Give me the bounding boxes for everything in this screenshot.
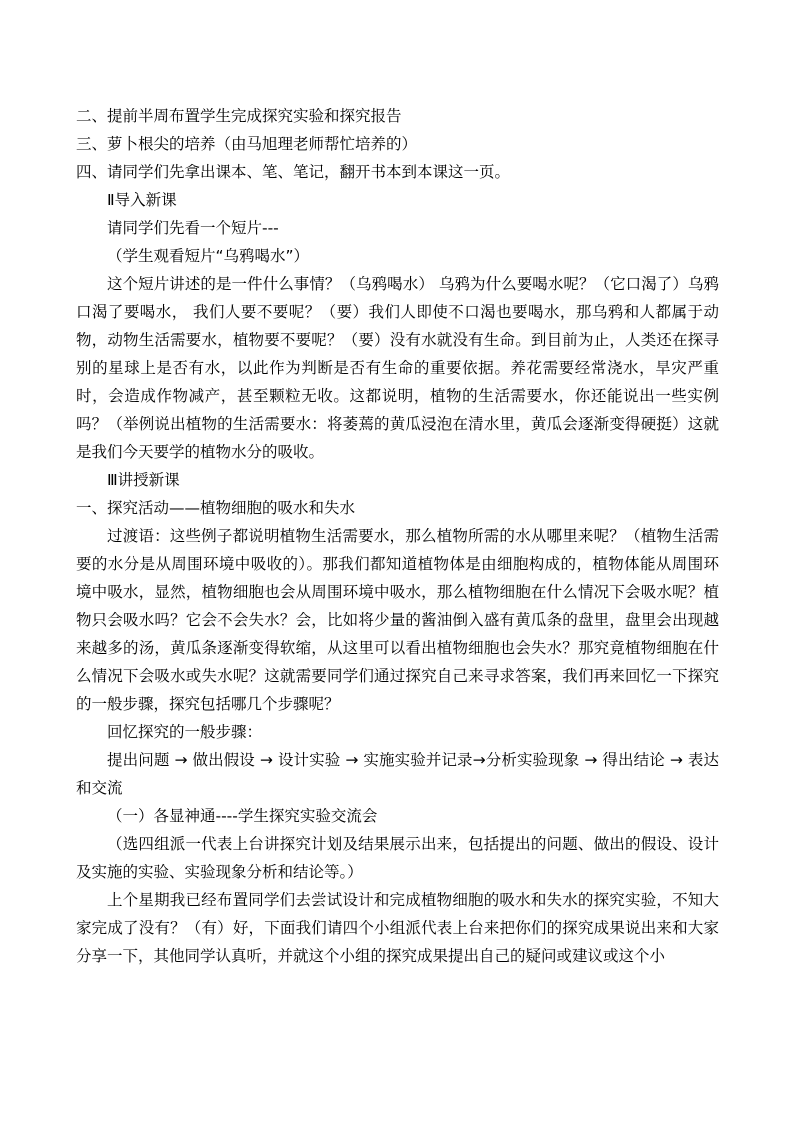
paragraph: （学生观看短片“乌鸦喝水”）: [107, 247, 310, 265]
section-heading-activity: 一、探究活动——植物细胞的吸水和失水: [76, 499, 356, 517]
section-heading-intro: Ⅱ导入新课: [107, 191, 177, 209]
paragraph: 过渡语：这些例子都说明植物生活需要水，那么植物所需的水从哪里来呢？（植物生活需要的水分是从周围环境中吸收的）。那我们都知道植物体是由细胞构成的，植物体能从周围环境中吸水，显然，植物细胞也会从周围环境中吸水，那么植物细胞在什么情况下会吸水呢？植物只会吸水吗？它会不会失水？会，比如将少量的酱油倒入盛有黄瓜条的盘里，盘里会出现越来越多的汤，黄瓜条逐渐变得软缩，从这里可以看出植物细胞也会失水？那究竟植物细胞在什么情况下会吸水或失水呢？这就需要同学们通过探究自己来寻求答案，我们再来回忆一下探究的一般步骤，探究包括哪几个步骤呢？: [76, 527, 719, 713]
inquiry-steps-flow: 提出问题 → 做出假设 → 设计实验 → 实施实验并记录→分析实验现象 → 得出结论 → 表达和交流: [76, 751, 719, 797]
paragraph: 回忆探究的一般步骤：: [107, 723, 263, 741]
paragraph: （选四组派一代表上台讲探究计划及结果展示出来，包括提出的问题、做出的假设、设计及实施的实验、实验现象分析和结论等。）: [76, 835, 719, 881]
document-body: [76, 102, 719, 970]
paragraph: 四、请同学们先拿出课本、笔、笔记，翻开书本到本课这一页。: [76, 163, 511, 181]
subsection-heading: （一）各显神通----学生探究实验交流会: [107, 807, 378, 825]
paragraph: 二、提前半周布置学生完成探究实验和探究报告: [76, 107, 402, 125]
section-heading-lecture: Ⅲ讲授新课: [107, 471, 180, 489]
paragraph: 三、萝卜根尖的培养（由马旭理老师帮忙培养的）: [76, 135, 418, 153]
paragraph: 上个星期我已经布置同学们去尝试设计和完成植物细胞的吸水和失水的探究实验，不知大家完成了没有？（有）好，下面我们请四个小组派代表上台来把你们的探究成果说出来和大家分享一下，其他同学认真听，并就这个小组的探究成果提出自己的疑问或建议或这个小: [76, 891, 719, 965]
paragraph: 这个短片讲述的是一件什么事情？（乌鸦喝水） 乌鸦为什么要喝水呢？（它口渴了）乌鸦口渴了要喝水， 我们人要不要呢？（要）我们人即使不口渴也要喝水，那乌鸦和人都属于动物，动物生活需要水，植物要不要呢？（要）没有水就没有生命。到目前为止，人类还在探寻别的星球上是否有水，以此作为判断是否有生命的重要依据。养花需要经常浇水，旱灾严重时，会造成作物减产，甚至颗粒无收。这都说明，植物的生活需要水，你还能说出一些实例吗？（举例说出植物的生活需要水：将萎蔫的黄瓜浸泡在清水里，黄瓜会逐渐变得硬挺）这就是我们今天要学的植物水分的吸收。: [76, 275, 719, 461]
paragraph: 请同学们先看一个短片---: [107, 219, 279, 237]
